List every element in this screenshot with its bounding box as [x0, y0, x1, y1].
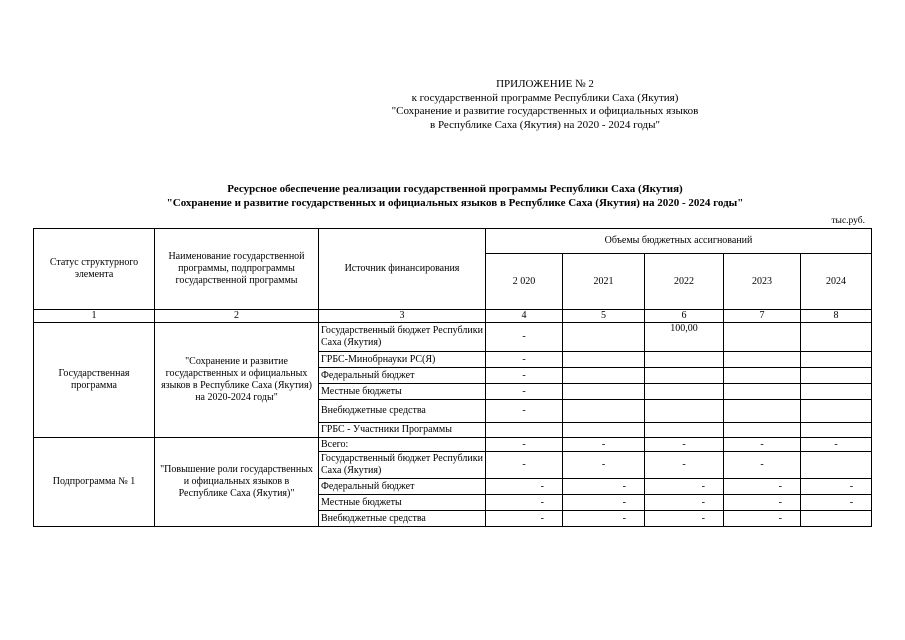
table-row [34, 323, 872, 352]
value-cell: 100,00 [645, 323, 724, 352]
value-cell [724, 323, 801, 352]
value-cell [563, 423, 645, 438]
value-cell: - [486, 352, 563, 368]
value-cell [801, 384, 872, 400]
table-row [34, 438, 872, 452]
header-source: Источник финансирования [319, 229, 486, 310]
source-cell: Государственный бюджет Республики Саха (Якутия) [319, 323, 486, 352]
value-cell: - [486, 452, 563, 479]
value-cell: - [645, 479, 724, 495]
col-number: 8 [801, 310, 872, 323]
value-cell [724, 368, 801, 384]
value-cell [801, 368, 872, 384]
year-cell: 2024 [801, 254, 872, 310]
col-number: 3 [319, 310, 486, 323]
value-cell: - [486, 323, 563, 352]
header-name: Наименование государственной программы, подпрограммы государственной программы [155, 229, 319, 310]
units-label: тыс.руб. [831, 216, 865, 226]
source-cell: Федеральный бюджет [319, 479, 486, 495]
value-cell [645, 352, 724, 368]
value-cell: - [801, 438, 872, 452]
col-number: 7 [724, 310, 801, 323]
value-cell: - [645, 511, 724, 527]
value-cell: - [645, 495, 724, 511]
value-cell: - [486, 384, 563, 400]
source-cell: Внебюджетные средства [319, 511, 486, 527]
col-number: 2 [155, 310, 319, 323]
source-cell: ГРБС - Участники Программы [319, 423, 486, 438]
col-number: 6 [645, 310, 724, 323]
value-cell: - [486, 511, 563, 527]
appendix-line: ПРИЛОЖЕНИЕ № 2 [496, 78, 594, 90]
appendix-header [330, 78, 760, 132]
appendix-line: в Республике Саха (Якутия) на 2020 - 2024 годы" [430, 118, 660, 131]
value-cell [801, 352, 872, 368]
value-cell [645, 368, 724, 384]
value-cell [724, 384, 801, 400]
value-cell [563, 352, 645, 368]
year-cell: 2023 [724, 254, 801, 310]
header-volumes: Объемы бюджетных ассигнований [486, 229, 872, 254]
value-cell [563, 368, 645, 384]
resource-table [33, 228, 872, 527]
value-cell: - [801, 479, 872, 495]
value-cell: - [724, 511, 801, 527]
year-cell: 2022 [645, 254, 724, 310]
value-cell [645, 384, 724, 400]
value-cell: - [563, 495, 645, 511]
value-cell [801, 323, 872, 352]
source-cell: Федеральный бюджет [319, 368, 486, 384]
source-cell: Государственный бюджет Республики Саха (Якутия) [319, 452, 486, 479]
value-cell [801, 423, 872, 438]
value-cell: - [563, 452, 645, 479]
value-cell [724, 400, 801, 423]
value-cell: - [563, 479, 645, 495]
col-number: 1 [34, 310, 155, 323]
value-cell [486, 423, 563, 438]
value-cell: - [563, 438, 645, 452]
value-cell [645, 400, 724, 423]
source-cell: Местные бюджеты [319, 495, 486, 511]
value-cell: - [724, 438, 801, 452]
value-cell [801, 511, 872, 527]
year-cell: 2 020 [486, 254, 563, 310]
title-line: Ресурсное обеспечение реализации государственной программы Республики Саха (Якутия) [227, 183, 683, 195]
value-cell: - [724, 479, 801, 495]
value-cell [645, 423, 724, 438]
source-cell: Внебюджетные средства [319, 400, 486, 423]
header-status: Статус структурного элемента [34, 229, 155, 310]
subprogram-name: "Повышение роли государственных и официальных языков в Республике Саха (Якутия)" [155, 438, 319, 527]
value-cell: - [486, 479, 563, 495]
value-cell: - [486, 400, 563, 423]
value-cell: - [563, 511, 645, 527]
value-cell: - [645, 438, 724, 452]
value-cell: - [645, 452, 724, 479]
appendix-line: "Сохранение и развитие государственных и официальных языков [391, 105, 699, 117]
value-cell: - [486, 368, 563, 384]
document-title [60, 182, 850, 210]
source-cell: Местные бюджеты [319, 384, 486, 400]
value-cell [801, 400, 872, 423]
column-number-row [34, 310, 872, 323]
value-cell: - [486, 495, 563, 511]
program-name: "Сохранение и развитие государственных и официальных языков в Республике Саха (Якутия) на 2020-2024 годы" [155, 323, 319, 438]
subprogram-status: Подпрограмма № 1 [34, 438, 155, 527]
col-number: 5 [563, 310, 645, 323]
value-cell [724, 423, 801, 438]
value-cell [563, 323, 645, 352]
value-cell [801, 452, 872, 479]
value-cell: - [801, 495, 872, 511]
value-cell: - [724, 452, 801, 479]
header-row [34, 229, 872, 254]
value-cell: - [486, 438, 563, 452]
value-cell [563, 400, 645, 423]
col-number: 4 [486, 310, 563, 323]
value-cell: - [724, 495, 801, 511]
source-cell: Всего: [319, 438, 486, 452]
value-cell [563, 384, 645, 400]
title-line: "Сохранение и развитие государственных и официальных языков в Республике Саха (Якутия) на 2020 - 2024 годы" [166, 197, 744, 209]
program-status: Государственная программа [34, 323, 155, 438]
year-cell: 2021 [563, 254, 645, 310]
appendix-line: к государственной программе Республики Саха (Якутия) [411, 91, 679, 104]
source-cell: ГРБС-Минобрнауки РС(Я) [319, 352, 486, 368]
value-cell [724, 352, 801, 368]
